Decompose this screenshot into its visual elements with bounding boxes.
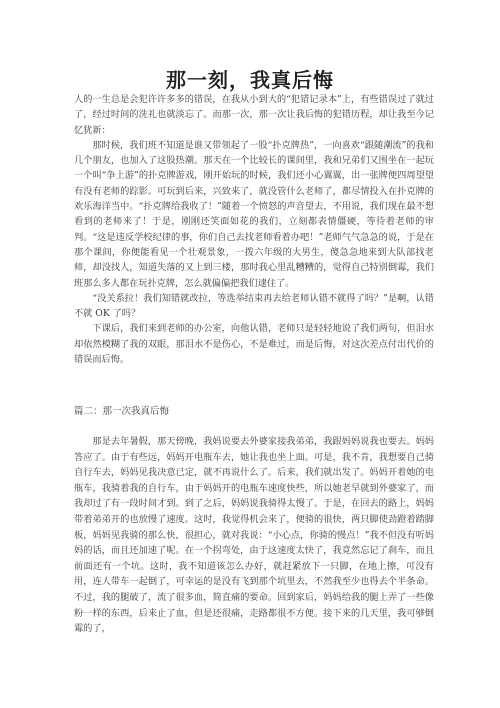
section-two-heading: 篇二：那一次我真后悔: [74, 406, 170, 417]
story-paragraph: 那时候，我们班不知道是谁又带领起了一股“扑克牌热”，一向喜欢“跟随潮流”的我和几个朋友，也加入了这股热潮。那天在一个比较长的课间里，我和兄弟们又围坐在一起玩一个叫“争上游”的扑克牌游戏，刚开始玩的时候，我们还小心翼翼，出一张牌便四周望望有没有老师的踪影。可玩到后来，兴致来了，就没管什么老师了，都尽情投入在扑克牌的欢乐海洋当中。“扑克牌给我收了！”随着一个愤怒的声音望去，不用说，我们现在最不想看到的老师来了！于是，刚刚还笑面如花的我们，立刻都表情僵硬，等待着老师的审判。“这是违反学校纪律的事，你们自己去找老师看着办吧！”老师气气急急的说，于是在那个课间，你便能看见一个壮观景象，一拨六年级的大男生，傻急急地来到大队部找老师，却没找人，知道失落的又上到三楼，那时我心里乱糟糟的，觉得自己特别倒霉，我们班那么多人都在玩扑克牌，怎么就偏偏把我们逮住了。: [74, 139, 434, 289]
page-title: 那一刻，我真后悔: [166, 68, 334, 92]
essay-one-body: [74, 92, 434, 367]
closing-paragraph: 下课后，我们来到老师的办公室，向他认错，老师只是轻轻地说了我们两句，但泪水却依然模糊了我的双眼，那泪水不是伤心，不是难过，而是后悔，对这次差点付出代价的错误而后悔。: [74, 323, 434, 366]
essay-two-paragraph: 那是去年暑假，那天傍晚，我妈说要去外婆家接我弟弟，我跟妈妈说我也要去。妈妈答应了。由于有些远，妈妈开电瓶车去，她让我也坐上面。可是，我不肯，我想要自己骑自行车去，妈妈见我决意已定，就不再说什么了。后来，我们就出发了。妈妈开着她的电瓶车，我骑着我的自行车，由于妈妈开的电瓶车速度快些，所以她老早就到外婆家了，而我却过了有一段时间才到。到了之后，妈妈说我骑得太慢了。于是，在回去的路上，妈妈带着弟弟开的也放慢了速度。这时，我觉得机会来了，便骑的很快，两只脚使劲蹬着踏脚板，妈妈见我骑的那么快，很担心，就对我说：“小心点，你骑的慢点！”我不但没有听妈妈的话，而且还加速了呢。在一个拐弯处，由于这速度太快了，我竟然忘记了刹车，而且前面还有一个坑。这时，我不知道该怎么办好，就赶紧放下一只脚，在地上擦，可没有用，连人带车一起倒了，可幸运的是没有飞到那个坑里去，不然我至少也得去个半条命。不过，我的腿破了，流了很多血，简直痛的要命。回到家后，妈妈给我的腿上弄了一些像粉一样的东西，后来止了血，但是还很痛，走路都很不方便。接下来的几天里，我可够倒霉的了，: [74, 436, 434, 635]
essay-two-body: [74, 434, 434, 637]
dialogue-paragraph: “没关系拉！我们知错就改拉，等选举结束再去给老师认错不就得了吗？”是啊，认错不就 OK 了吗？: [74, 292, 434, 320]
intro-paragraph: 人的一生总是会犯许许多多的错误，在我从小到大的“犯错记录本”上，有些错误过了就过了，经过时间的洗礼也就淡忘了。而那一次，那一次让我后悔的犯错历程，却让我至今记忆犹新：: [74, 94, 434, 136]
